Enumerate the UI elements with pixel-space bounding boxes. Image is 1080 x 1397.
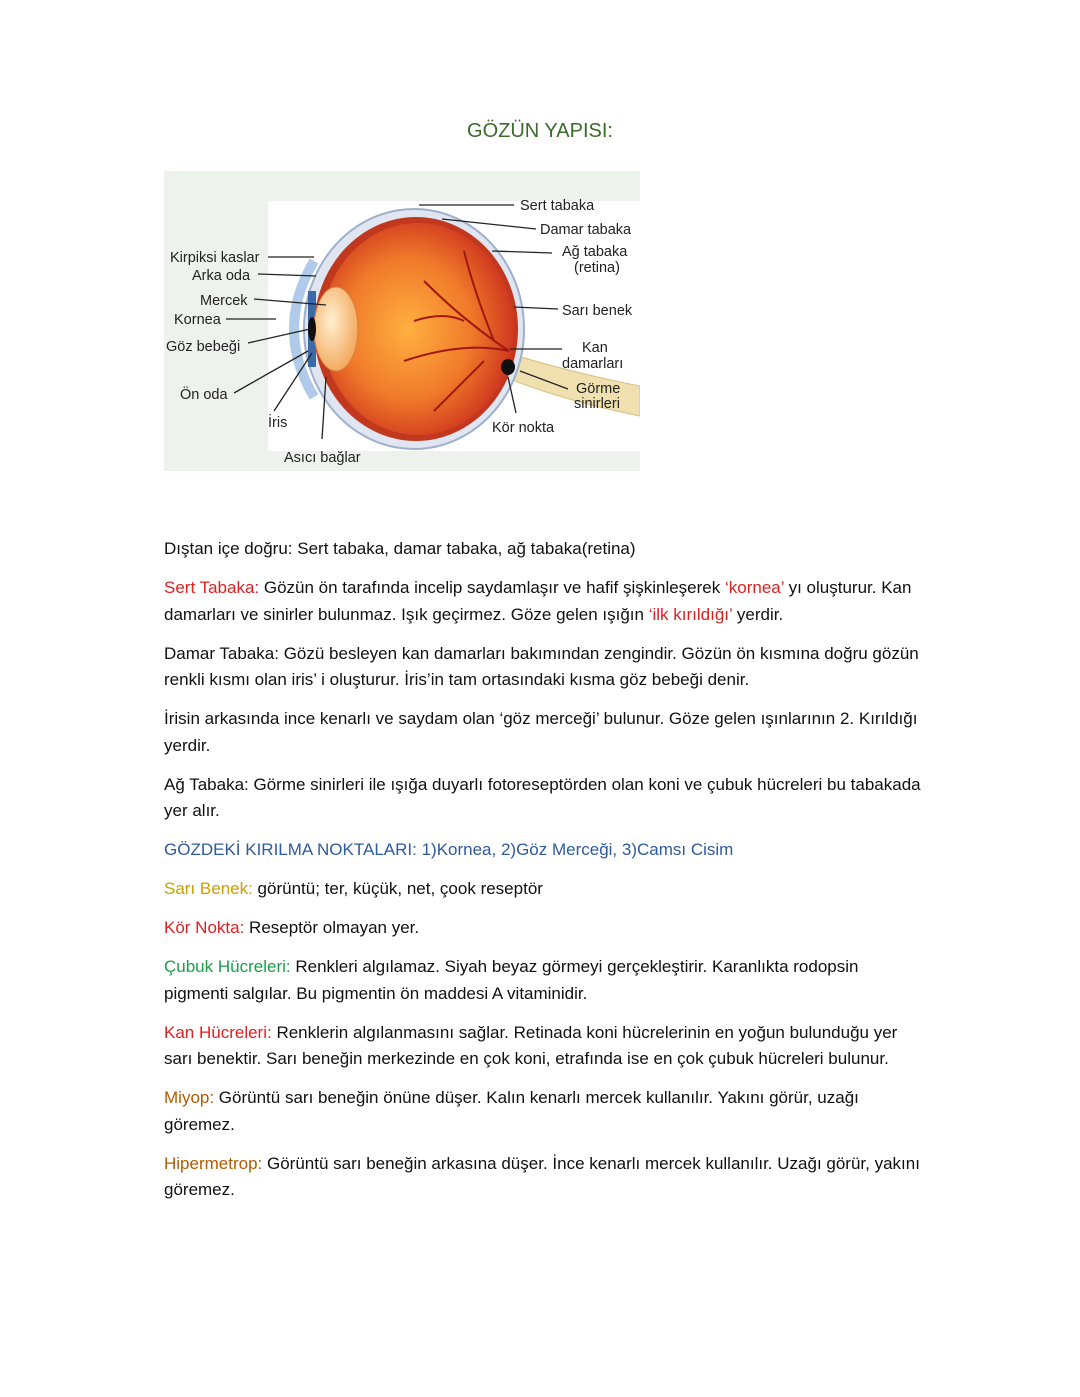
label-sari-benek: Sarı benek xyxy=(562,303,633,319)
page-title: GÖZÜN YAPISI: xyxy=(467,120,613,142)
label-kan: Kan xyxy=(582,340,608,356)
paragraph-hipermetrop: Hipermetrop: Görüntü sarı beneğin arkasına düşer. İnce kenarlı mercek kullanılır. Uzağı görür, yakını göremez. xyxy=(164,1153,920,1199)
label-sert-tabaka: Sert tabaka xyxy=(520,198,595,214)
label-retina: (retina) xyxy=(574,260,620,276)
label-ag-tabaka: Ağ tabaka xyxy=(562,244,628,260)
label-asici-baglar: Asıcı bağlar xyxy=(284,450,361,466)
term-hipermetrop: Hipermetrop: xyxy=(164,1153,263,1173)
label-arka-oda: Arka oda xyxy=(192,268,251,284)
paragraph-kan-hucreleri: Kan Hücreleri: Renklerin algılanmasını sağlar. Retinada koni hücrelerinin en yoğun bulunduğu yer sarı benektir. Sarı beneğin merkezinde en çok koni, etrafında ise en çok çubuk hücreleri bulunur. xyxy=(164,1022,898,1068)
label-kirpiksi-kaslar: Kirpiksi kaslar xyxy=(170,250,260,266)
paragraph-layers: Dıştan içe doğru: Sert tabaka, damar tabaka, ağ tabaka(retina) xyxy=(164,539,636,558)
paragraph-miyop: Miyop: Görüntü sarı beneğin önüne düşer. Kalın kenarlı mercek kullanılır. Yakını görür, uzağı göremez. xyxy=(164,1088,859,1134)
term-sari-benek: Sarı Benek: xyxy=(164,879,253,898)
term-sert-tabaka: Sert Tabaka: xyxy=(164,578,260,597)
paragraph-cubuk-hucreleri: Çubuk Hücreleri: Renkleri algılamaz. Siyah beyaz görmeyi gerçekleştirir. Karanlıkta rodopsin pigmenti salgılar. Bu pigmentin ön maddesi A vitaminidir. xyxy=(164,957,859,1003)
label-damarlari: damarları xyxy=(562,356,624,372)
label-kor-nokta: Kör nokta xyxy=(492,420,555,436)
label-mercek: Mercek xyxy=(200,293,248,309)
term-miyop: Miyop: xyxy=(164,1088,215,1107)
term-kor-nokta: Kör Nokta: xyxy=(164,918,245,937)
term-kan-hucreleri: Kan Hücreleri: xyxy=(164,1022,272,1042)
label-gorme: Görme xyxy=(576,381,621,397)
paragraph-kirilma-noktalari: GÖZDEKİ KIRILMA NOKTALARI: 1)Kornea, 2)Göz Merceği, 3)Camsı Cisim xyxy=(164,840,734,859)
paragraph-ag-tabaka: Ağ Tabaka: Görme sinirleri ile ışığa duyarlı fotoreseptörden olan koni ve çubuk hücreleri bu tabakada yer alır. xyxy=(164,774,921,820)
label-iris: İris xyxy=(268,415,288,431)
highlight-kornea: ‘kornea’ xyxy=(724,578,784,597)
eye-illustration xyxy=(164,171,640,471)
paragraph-kor-nokta: Kör Nokta: Reseptör olmayan yer. xyxy=(164,918,420,937)
term-cubuk-hucreleri: Çubuk Hücreleri: xyxy=(164,957,291,976)
document-body xyxy=(164,536,924,1216)
highlight-ilk-kirildigi: ‘ilk kırıldığı’ xyxy=(648,604,733,624)
paragraph-goz-mercegi: İrisin arkasında ince kenarlı ve saydam olan ‘göz merceği’ bulunur. Göze gelen ışınlarının 2. Kırıldığı yerdir. xyxy=(164,709,918,755)
lens-shape xyxy=(314,287,358,371)
label-sinirleri: sinirleri xyxy=(574,396,620,412)
paragraph-sari-benek: Sarı Benek: görüntü; ter, küçük, net, çook reseptör xyxy=(164,879,543,898)
label-damar-tabaka: Damar tabaka xyxy=(540,222,632,238)
paragraph-damar-tabaka: Damar Tabaka: Gözü besleyen kan damarları bakımından zengindir. Gözün ön kısmına doğru gözün renkli kısmı olan iris’ i oluşturur. İris’in tam ortasındaki kısma göz bebeği denir. xyxy=(164,643,919,689)
blind-spot-shape xyxy=(501,359,515,375)
paragraph-sert-tabaka: Sert Tabaka: Gözün ön tarafında incelip saydamlaşır ve hafif şişkinleşerek ‘kornea’ yı oluşturur. Kan damarları ve sinirler bulunmaz. Işık geçirmez. Göze gelen ışığın ‘ilk kırıldığı’ yerdir. xyxy=(164,578,912,624)
label-goz-bebegi: Göz bebeği xyxy=(166,339,241,355)
eye-diagram xyxy=(164,171,640,471)
label-on-oda: Ön oda xyxy=(180,387,228,403)
label-kornea: Kornea xyxy=(174,312,221,328)
